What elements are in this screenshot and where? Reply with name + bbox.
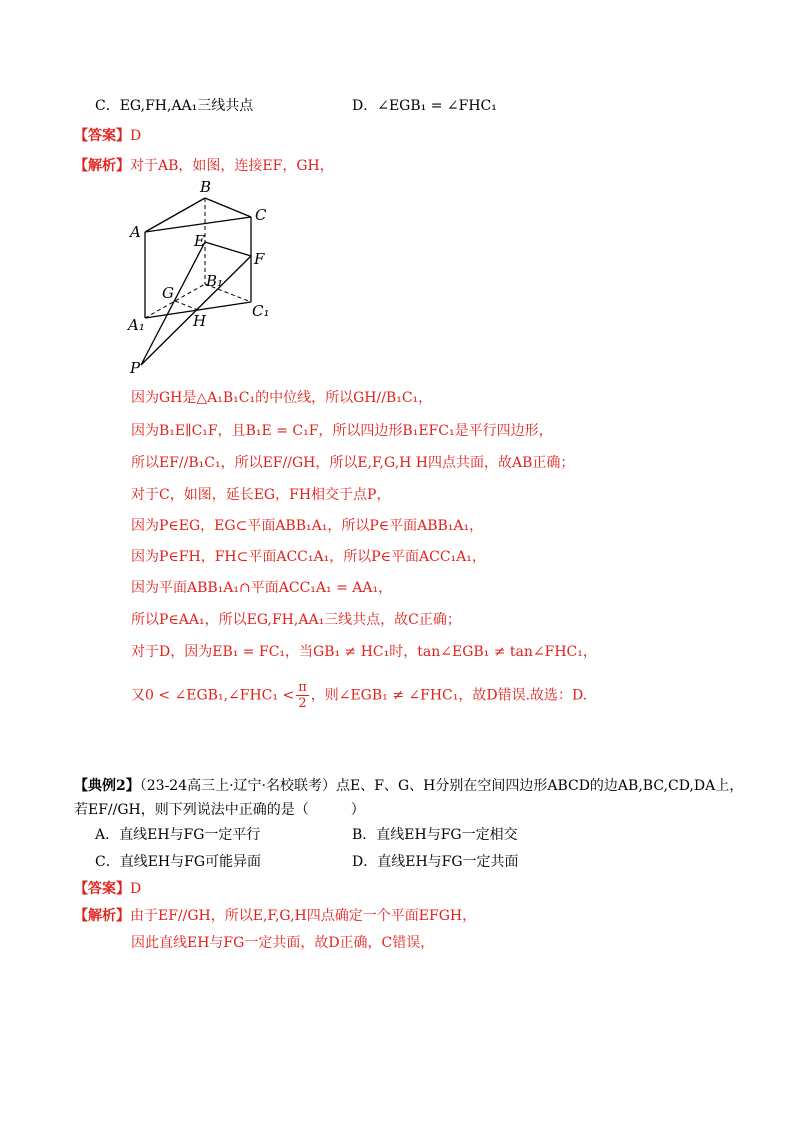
analysis-line-6: 因为P∈FH，FH⊂平面ACC₁A₁，所以P∈平面ACC₁A₁， xyxy=(131,549,486,565)
q2-analysis-line-2: 因此直线EH与FG一定共面，故D正确，C错误， xyxy=(131,935,435,951)
label-f: F xyxy=(254,250,265,268)
analysis-line-10 xyxy=(131,680,587,711)
segment-gh xyxy=(175,301,198,310)
analysis-line-0: 对于AB，如图，连接EF，GH， xyxy=(130,158,334,174)
analysis-line-3: 所以EF//B₁C₁，所以EF//GH，所以E,F,G,H H四点共面，故AB正确； xyxy=(131,455,575,471)
q2-option-b: B．直线EH与FG一定相交 xyxy=(352,827,518,843)
q2-answer-value: D xyxy=(130,881,142,897)
analysis-line-7: 因为平面ABB₁A₁∩平面ACC₁A₁ = AA₁， xyxy=(131,580,393,596)
example-2-text-2: 若EF//GH，则下列说法中正确的是（ ） xyxy=(74,802,365,818)
edge-bc xyxy=(205,198,251,217)
q2-option-c: C．直线EH与FG可能异面 xyxy=(95,854,262,870)
label-a1: A₁ xyxy=(128,316,145,334)
line-pe xyxy=(141,242,205,365)
label-g: G xyxy=(162,284,174,302)
fraction-pi-over-2 xyxy=(296,680,309,711)
q2-analysis-row xyxy=(74,906,476,926)
fraction-denominator: 2 xyxy=(298,696,307,711)
q2-analysis-tag: 【解析】 xyxy=(74,908,130,924)
label-c1: C₁ xyxy=(252,302,270,320)
analysis-tag: 【解析】 xyxy=(74,158,130,174)
segment-ef xyxy=(205,242,251,256)
analysis-line-9: 对于D，因为EB₁ = FC₁，当GB₁ ≠ HC₁时，tan∠EGB₁ ≠ tan∠FHC₁， xyxy=(131,644,597,660)
example-2-tag: 【典例2】 xyxy=(74,778,140,794)
example-2-title xyxy=(74,776,743,796)
analysis-line-1: 因为GH是△A₁B₁C₁的中位线，所以GH//B₁C₁， xyxy=(131,390,433,406)
q2-answer-tag: 【答案】 xyxy=(74,881,130,897)
analysis-line-4: 对于C，如图，延长EG，FH相交于点P， xyxy=(131,487,391,503)
analysis-line-8: 所以P∈AA₁，所以EG,FH,AA₁三线共点，故C正确； xyxy=(131,612,461,628)
answer-tag: 【答案】 xyxy=(74,128,130,144)
label-h: H xyxy=(193,312,207,330)
label-a: A xyxy=(130,223,141,241)
edge-ac xyxy=(145,217,251,232)
q2-analysis-line-1: 由于EF//GH，所以E,F,G,H四点确定一个平面EFGH， xyxy=(130,908,477,924)
analysis-line-10-pre: 又0 < ∠EGB₁,∠FHC₁ < xyxy=(131,687,295,704)
q2-option-a: A．直线EH与FG一定平行 xyxy=(95,827,261,843)
label-c: C xyxy=(255,206,267,224)
analysis-row xyxy=(74,156,334,176)
label-b: B xyxy=(200,180,212,196)
label-e: E xyxy=(194,232,205,250)
answer-row xyxy=(74,126,141,146)
label-p: P xyxy=(130,359,141,375)
q2-answer-row xyxy=(74,879,141,899)
label-b1: B₁ xyxy=(206,272,224,290)
fraction-numerator: π xyxy=(298,680,307,695)
option-c: C．EG,FH,AA₁三线共点 xyxy=(95,98,254,114)
prism-figure xyxy=(118,180,278,375)
option-d: D．∠EGB₁ = ∠FHC₁ xyxy=(352,98,497,114)
analysis-line-2: 因为B₁E∥C₁F，且B₁E = C₁F，所以四边形B₁EFC₁是平行四边形， xyxy=(131,423,553,439)
analysis-line-5: 因为P∈EG，EG⊂平面ABB₁A₁，所以P∈平面ABB₁A₁， xyxy=(131,518,484,534)
answer-value: D xyxy=(130,128,142,144)
analysis-line-10-post: ，则∠EGB₁ ≠ ∠FHC₁，故D错误.故选：D. xyxy=(310,687,588,704)
example-2-text: （23-24高三上·辽宁·名校联考）点E、F、G、H分别在空间四边形ABCD的边AB,BC,CD,DA上， xyxy=(139,778,744,794)
q2-option-d: D．直线EH与FG一定共面 xyxy=(352,854,519,870)
edge-ab xyxy=(145,198,205,232)
